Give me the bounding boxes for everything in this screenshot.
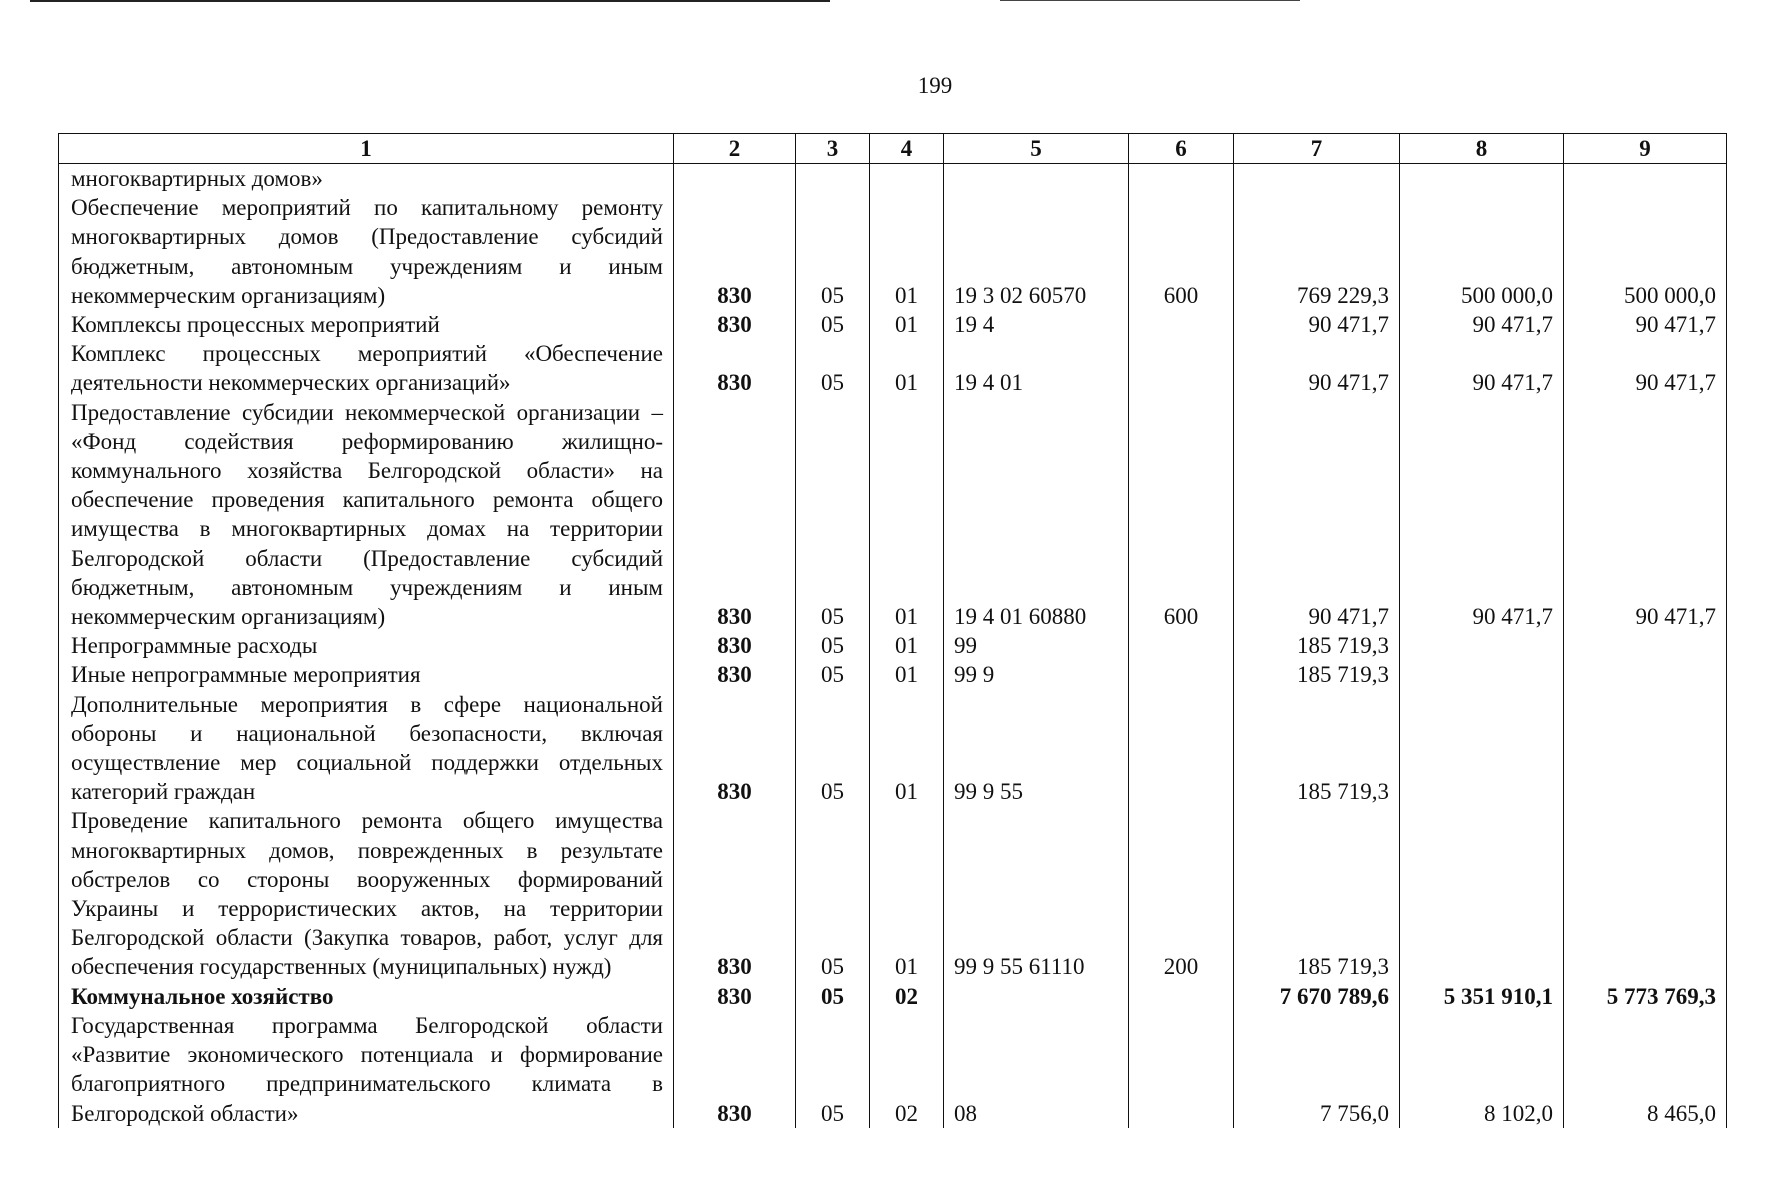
- target-article-cell: 08: [944, 1011, 1129, 1128]
- row-description: Иные непрограммные мероприятия: [59, 660, 674, 689]
- row-description: Коммунальное хозяйство: [59, 982, 674, 1011]
- target-article-cell: [944, 982, 1129, 1011]
- admin-code-cell: 830: [674, 310, 796, 339]
- column-header: 9: [1564, 134, 1727, 164]
- expense-type-cell: [1129, 982, 1234, 1011]
- subsection-code-cell: 01: [870, 806, 944, 981]
- budget-table: [58, 133, 1727, 1128]
- expense-type-cell: [1129, 690, 1234, 807]
- table-row: [59, 806, 1727, 981]
- amount-year1-cell: 7 756,0: [1234, 1011, 1400, 1128]
- amount-year2-cell: [1400, 660, 1564, 689]
- target-article-cell: 99 9 55 61110: [944, 806, 1129, 981]
- table-row: [59, 660, 1727, 689]
- amount-year1-cell: 185 719,3: [1234, 660, 1400, 689]
- amount-year2-cell: [1400, 631, 1564, 660]
- section-code-cell: 05: [796, 193, 870, 310]
- column-header: 5: [944, 134, 1129, 164]
- amount-year1-cell: 185 719,3: [1234, 690, 1400, 807]
- column-header: 6: [1129, 134, 1234, 164]
- row-description: многоквартирных домов»: [59, 164, 674, 194]
- table-row: [59, 631, 1727, 660]
- subsection-code-cell: 02: [870, 1011, 944, 1128]
- admin-code-cell: 830: [674, 806, 796, 981]
- section-code-cell: 05: [796, 806, 870, 981]
- expense-type-cell: [1129, 660, 1234, 689]
- target-article-cell: 99 9: [944, 660, 1129, 689]
- section-code-cell: 05: [796, 1011, 870, 1128]
- table-row: [59, 1011, 1727, 1128]
- top-edge-rule: [30, 0, 830, 2]
- target-article-cell: 99: [944, 631, 1129, 660]
- subsection-code-cell: 01: [870, 339, 944, 397]
- section-code-cell: 05: [796, 310, 870, 339]
- amount-year2-cell: 90 471,7: [1400, 310, 1564, 339]
- amount-year3-cell: 5 773 769,3: [1564, 982, 1727, 1011]
- amount-year3-cell: 8 465,0: [1564, 1011, 1727, 1128]
- subsection-code-cell: 02: [870, 982, 944, 1011]
- target-article-cell: [944, 164, 1129, 194]
- subsection-code-cell: 01: [870, 690, 944, 807]
- page-number: 199: [917, 73, 953, 98]
- amount-year2-cell: 90 471,7: [1400, 398, 1564, 632]
- row-description: Государственная программа Белгородской области «Развитие экономического потенциала и формирование благоприятного предпринимательского климата в Белгородской области»: [59, 1011, 674, 1128]
- expense-type-cell: [1129, 339, 1234, 397]
- amount-year3-cell: [1564, 631, 1727, 660]
- section-code-cell: 05: [796, 660, 870, 689]
- subsection-code-cell: 01: [870, 193, 944, 310]
- amount-year3-cell: [1564, 660, 1727, 689]
- admin-code-cell: 830: [674, 631, 796, 660]
- column-header: 8: [1400, 134, 1564, 164]
- row-description: Проведение капитального ремонта общего имущества многоквартирных домов, поврежденных в результате обстрелов со стороны вооруженных формирований Украины и террористических актов, на территории Белгородской области (Закупка товаров, работ, услуг для обеспечения государственных (муниципальных) нужд): [59, 806, 674, 981]
- table-header-row: [59, 134, 1727, 164]
- amount-year3-cell: [1564, 164, 1727, 194]
- top-edge-rule-secondary: [1000, 0, 1300, 1]
- row-description: Предоставление субсидии некоммерческой организации – «Фонд содействия реформированию жилищно-коммунального хозяйства Белгородской области» на обеспечение проведения капитального ремонта общего имущества в многоквартирных домах на территории Белгородской области (Предоставление субсидий бюджетным, автономным учреждениям и иным некоммерческим организациям): [59, 398, 674, 632]
- section-code-cell: 05: [796, 690, 870, 807]
- table-row: [59, 398, 1727, 632]
- amount-year2-cell: [1400, 690, 1564, 807]
- target-article-cell: 19 3 02 60570: [944, 193, 1129, 310]
- amount-year2-cell: 8 102,0: [1400, 1011, 1564, 1128]
- amount-year1-cell: 90 471,7: [1234, 310, 1400, 339]
- amount-year2-cell: 5 351 910,1: [1400, 982, 1564, 1011]
- amount-year1-cell: 185 719,3: [1234, 806, 1400, 981]
- expense-type-cell: 600: [1129, 193, 1234, 310]
- table-row: [59, 193, 1727, 310]
- amount-year2-cell: 90 471,7: [1400, 339, 1564, 397]
- admin-code-cell: 830: [674, 982, 796, 1011]
- table-row: [59, 164, 1727, 194]
- row-description: Непрограммные расходы: [59, 631, 674, 660]
- row-description: Комплекс процессных мероприятий «Обеспечение деятельности некоммерческих организаций»: [59, 339, 674, 397]
- admin-code-cell: 830: [674, 1011, 796, 1128]
- section-code-cell: 05: [796, 339, 870, 397]
- subsection-code-cell: 01: [870, 660, 944, 689]
- amount-year3-cell: [1564, 690, 1727, 807]
- amount-year1-cell: 90 471,7: [1234, 398, 1400, 632]
- amount-year3-cell: [1564, 806, 1727, 981]
- amount-year3-cell: 90 471,7: [1564, 398, 1727, 632]
- amount-year1-cell: 185 719,3: [1234, 631, 1400, 660]
- column-header: 3: [796, 134, 870, 164]
- section-code-cell: [796, 164, 870, 194]
- column-header: 1: [59, 134, 674, 164]
- amount-year1-cell: 90 471,7: [1234, 339, 1400, 397]
- row-description: Комплексы процессных мероприятий: [59, 310, 674, 339]
- admin-code-cell: [674, 164, 796, 194]
- section-code-cell: 05: [796, 982, 870, 1011]
- table-row: [59, 982, 1727, 1011]
- admin-code-cell: 830: [674, 398, 796, 632]
- column-header: 2: [674, 134, 796, 164]
- table-row: [59, 339, 1727, 397]
- section-code-cell: 05: [796, 398, 870, 632]
- target-article-cell: 19 4 01: [944, 339, 1129, 397]
- row-description: Обеспечение мероприятий по капитальному ремонту многоквартирных домов (Предоставление субсидий бюджетным, автономным учреждениям и иным некоммерческим организациям): [59, 193, 674, 310]
- section-code-cell: 05: [796, 631, 870, 660]
- table-row: [59, 310, 1727, 339]
- amount-year3-cell: 500 000,0: [1564, 193, 1727, 310]
- admin-code-cell: 830: [674, 193, 796, 310]
- column-header: 7: [1234, 134, 1400, 164]
- expense-type-cell: [1129, 310, 1234, 339]
- expense-type-cell: 200: [1129, 806, 1234, 981]
- admin-code-cell: 830: [674, 690, 796, 807]
- table-body: [59, 164, 1727, 1128]
- subsection-code-cell: [870, 164, 944, 194]
- admin-code-cell: 830: [674, 339, 796, 397]
- expense-type-cell: [1129, 164, 1234, 194]
- target-article-cell: 19 4: [944, 310, 1129, 339]
- expense-type-cell: 600: [1129, 398, 1234, 632]
- amount-year1-cell: [1234, 164, 1400, 194]
- amount-year3-cell: 90 471,7: [1564, 310, 1727, 339]
- amount-year2-cell: [1400, 806, 1564, 981]
- expense-type-cell: [1129, 1011, 1234, 1128]
- amount-year2-cell: [1400, 164, 1564, 194]
- subsection-code-cell: 01: [870, 310, 944, 339]
- amount-year2-cell: 500 000,0: [1400, 193, 1564, 310]
- amount-year1-cell: 7 670 789,6: [1234, 982, 1400, 1011]
- target-article-cell: 19 4 01 60880: [944, 398, 1129, 632]
- expense-type-cell: [1129, 631, 1234, 660]
- admin-code-cell: 830: [674, 660, 796, 689]
- amount-year1-cell: 769 229,3: [1234, 193, 1400, 310]
- subsection-code-cell: 01: [870, 398, 944, 632]
- column-header: 4: [870, 134, 944, 164]
- amount-year3-cell: 90 471,7: [1564, 339, 1727, 397]
- target-article-cell: 99 9 55: [944, 690, 1129, 807]
- table-row: [59, 690, 1727, 807]
- subsection-code-cell: 01: [870, 631, 944, 660]
- row-description: Дополнительные мероприятия в сфере национальной обороны и национальной безопасности, включая осуществление мер социальной поддержки отдельных категорий граждан: [59, 690, 674, 807]
